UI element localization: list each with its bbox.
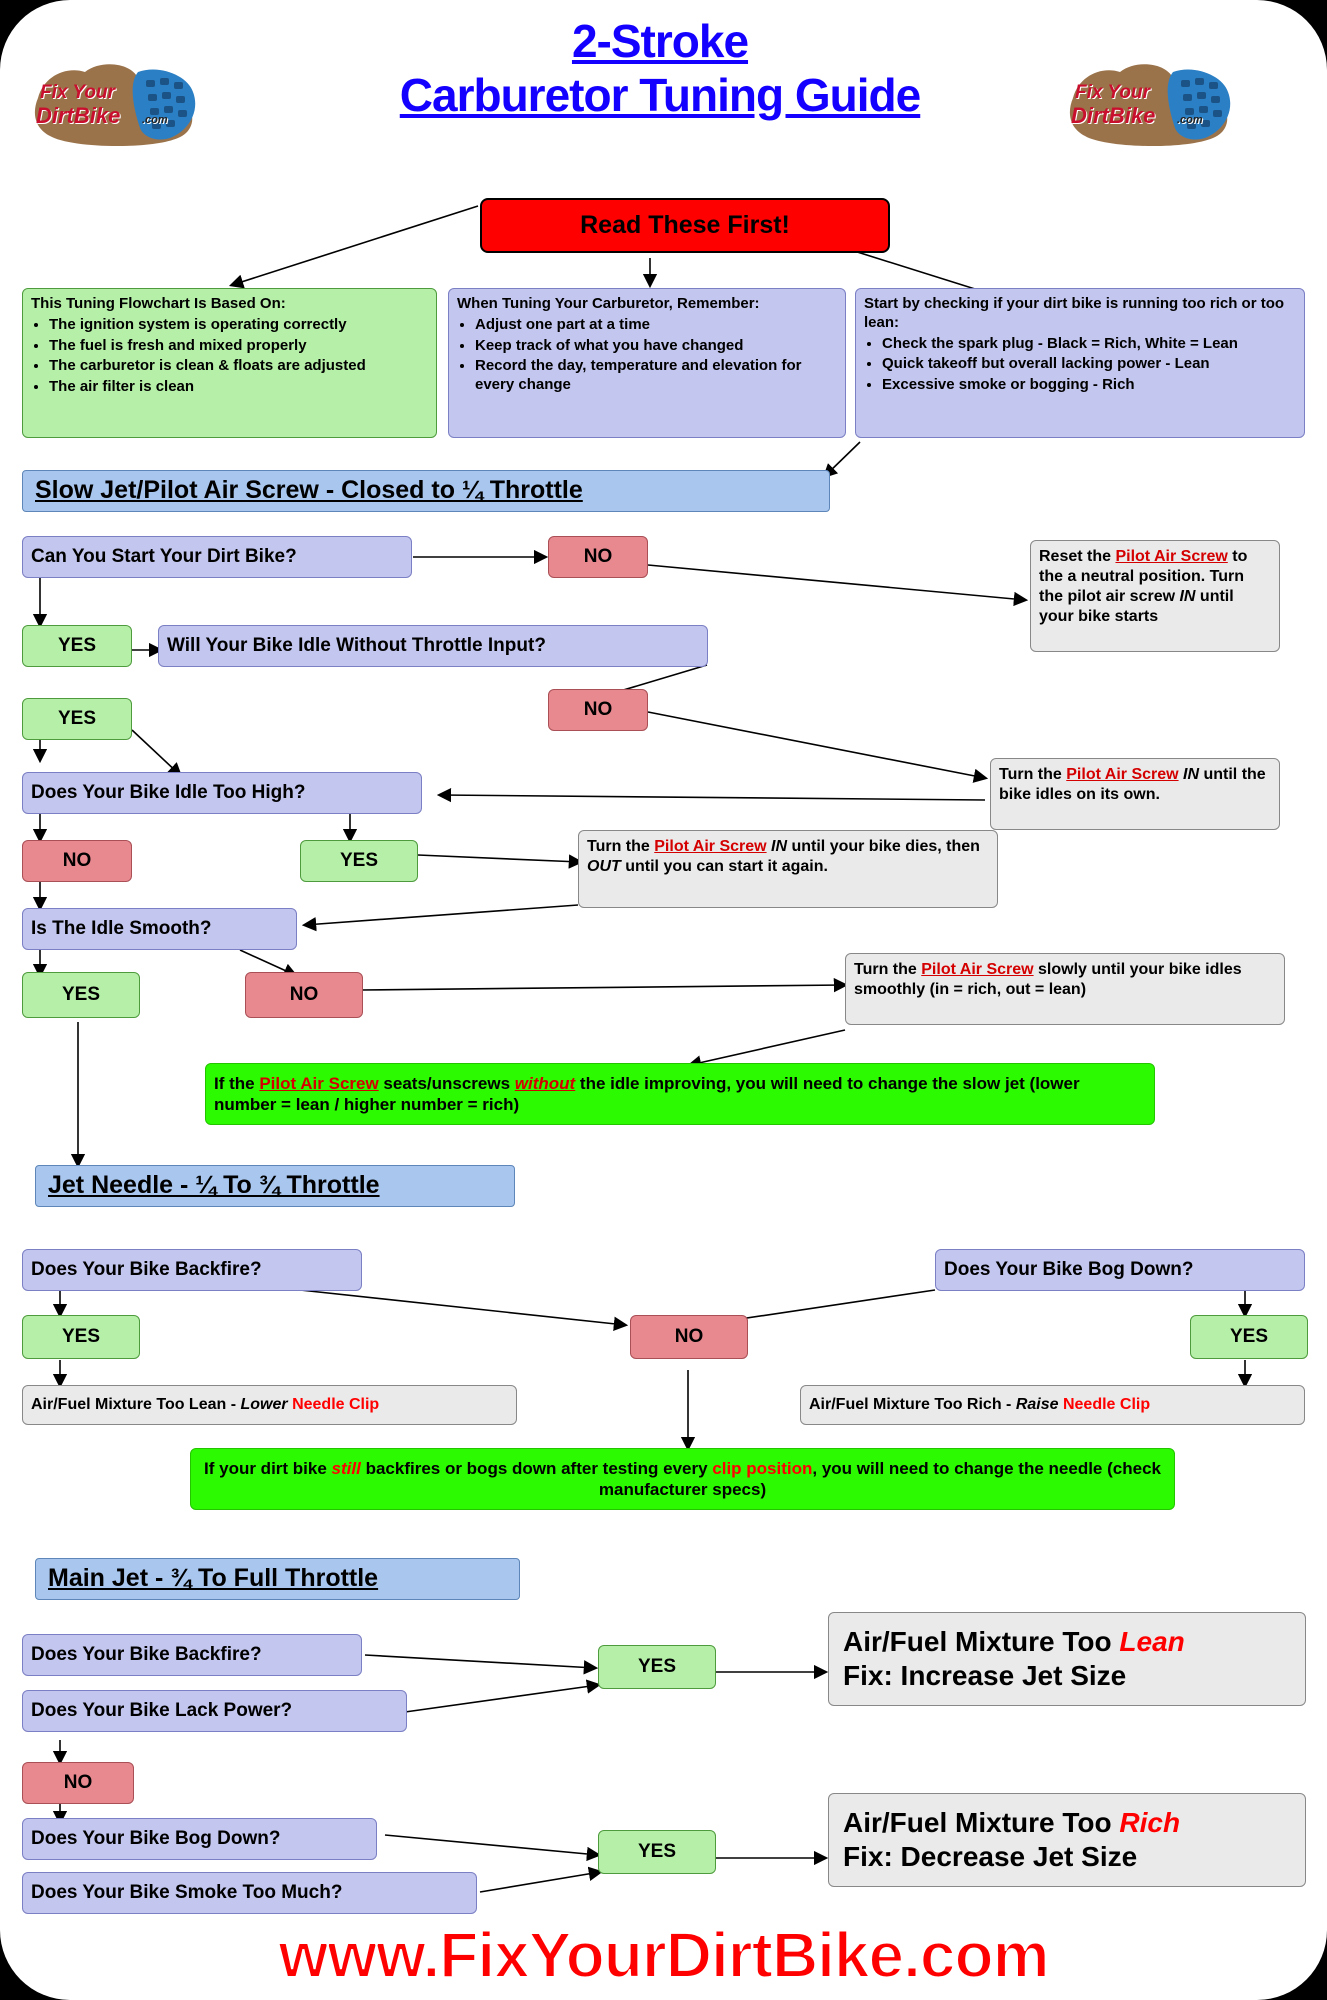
- intro-box-remember: [448, 288, 846, 438]
- question-main-lack-power: Does Your Bike Lack Power?: [22, 1690, 407, 1732]
- advice-text-pre: Turn the: [854, 961, 922, 978]
- answer-yes-needle-left: YES: [22, 1315, 140, 1359]
- advice-text-emphasis: IN: [1183, 766, 1200, 783]
- logo-text-suffix: .com: [1177, 114, 1203, 126]
- question-idle-smooth: Is The Idle Smooth?: [22, 908, 297, 950]
- pilot-air-screw-link[interactable]: Pilot Air Screw: [1066, 766, 1179, 783]
- answer-yes-3: YES: [300, 840, 418, 882]
- result-text-emphasis: Raise: [1015, 1396, 1059, 1413]
- answer-yes-2: YES: [22, 698, 132, 740]
- advice-text-post: until your bike starts: [1039, 588, 1234, 625]
- page-title: [330, 14, 990, 122]
- note-slow-jet: [205, 1063, 1155, 1125]
- logo-left: [30, 58, 205, 148]
- answer-yes-1: YES: [22, 625, 132, 667]
- list-item: • Adjust one part at a time: [475, 316, 837, 335]
- logo-text-line-1: Fix Your: [40, 82, 115, 103]
- advice-text-post: until you can start it again.: [620, 858, 828, 875]
- question-can-you-start: Can You Start Your Dirt Bike?: [22, 536, 412, 578]
- title-line-2: Carburetor Tuning Guide: [399, 69, 921, 121]
- note-text-mid: seats/unscrews: [378, 1073, 515, 1093]
- result-line1-pre: Air/Fuel Mixture Too: [843, 1807, 1120, 1839]
- title-line-1: 2-Stroke: [571, 15, 749, 67]
- advice-text-mid: to the a neutral position. Turn the pilot air screw: [1039, 548, 1248, 605]
- question-main-backfire: Does Your Bike Backfire?: [22, 1634, 362, 1676]
- logo-text-line-1: Fix Your: [1075, 82, 1150, 103]
- question-needle-backfire: Does Your Bike Backfire?: [22, 1249, 362, 1291]
- note-text-mid: backfires or bogs down after testing every: [360, 1458, 713, 1478]
- note-text-emphasis: still: [331, 1458, 361, 1478]
- advice-text-pre: Turn the: [999, 766, 1067, 783]
- note-text-pre: If your dirt bike: [204, 1458, 332, 1478]
- advice-in-until-dies: [578, 830, 998, 908]
- advice-text-pre: Reset the: [1039, 548, 1116, 565]
- result-line2: Fix: Decrease Jet Size: [843, 1841, 1138, 1872]
- list-item: • The fuel is fresh and mixed properly: [49, 337, 428, 356]
- note-text-red: clip position: [712, 1458, 813, 1478]
- list-item: • Record the day, temperature and elevation for every change: [475, 357, 837, 395]
- advice-text-emphasis-out: OUT: [587, 858, 621, 875]
- read-these-first-button[interactable]: Read These First!: [480, 198, 890, 253]
- note-text-emphasis: without: [514, 1073, 576, 1093]
- pilot-air-screw-link[interactable]: Pilot Air Screw: [921, 961, 1034, 978]
- section-header-jet-needle: Jet Needle - ¼ To ¾ Throttle: [35, 1165, 515, 1207]
- result-text-red: Needle Clip: [1058, 1396, 1151, 1413]
- result-needle-lean: [22, 1385, 517, 1425]
- list-item: • Keep track of what you have changed: [475, 337, 837, 356]
- question-idle-without-throttle: Will Your Bike Idle Without Throttle Input?: [158, 625, 708, 667]
- intro-list-3: [864, 335, 1296, 395]
- result-needle-rich: [800, 1385, 1305, 1425]
- answer-no-main: NO: [22, 1762, 134, 1804]
- logo-text-suffix: .com: [142, 114, 168, 126]
- answer-yes-main-bottom: YES: [598, 1830, 716, 1874]
- result-line1-emphasis: Lean: [1119, 1626, 1185, 1658]
- intro-heading-1: This Tuning Flowchart Is Based On:: [31, 295, 286, 312]
- answer-no-2: NO: [548, 689, 648, 731]
- question-idle-too-high: Does Your Bike Idle Too High?: [22, 772, 422, 814]
- answer-no-4: NO: [245, 972, 363, 1018]
- logo-right: [1065, 58, 1240, 148]
- intro-heading-3: Start by checking if your dirt bike is running too rich or too lean:: [864, 295, 1285, 331]
- logo-text-line-2: DirtBike: [1071, 103, 1156, 128]
- list-item: • Quick takeoff but overall lacking power - Lean: [882, 355, 1296, 374]
- answer-no-3: NO: [22, 840, 132, 882]
- result-text-emphasis: Lower: [240, 1396, 288, 1413]
- section-header-slow-jet: Slow Jet/Pilot Air Screw - Closed to ¼ Throttle: [22, 470, 830, 512]
- pilot-air-screw-link[interactable]: Pilot Air Screw: [654, 838, 767, 855]
- intro-list-1: [31, 316, 428, 397]
- advice-text-post: until the bike idles on its own.: [999, 766, 1266, 803]
- advice-idle-on-own: [990, 758, 1280, 830]
- answer-no-1: NO: [548, 536, 648, 578]
- advice-text-pre: Turn the: [587, 838, 655, 855]
- answer-yes-needle-right: YES: [1190, 1315, 1308, 1359]
- intro-list-2: [457, 316, 837, 395]
- result-line1-pre: Air/Fuel Mixture Too: [843, 1626, 1120, 1658]
- result-text-pre: Air/Fuel Mixture Too Rich -: [809, 1396, 1016, 1413]
- note-text-post: the idle improving, you will need to change the slow jet (lower number = lean / higher number = rich): [214, 1073, 1080, 1114]
- note-jet-needle: [190, 1448, 1175, 1510]
- list-item: • Check the spark plug - Black = Rich, White = Lean: [882, 335, 1296, 354]
- list-item: • The ignition system is operating correctly: [49, 316, 428, 335]
- advice-text-post: slowly until your bike idles smoothly (in = rich, out = lean): [854, 961, 1242, 998]
- footer-website[interactable]: www.FixYourDirtBike.com: [278, 1919, 1049, 1991]
- question-needle-bog: Does Your Bike Bog Down?: [935, 1249, 1305, 1291]
- advice-turn-slowly-smooth: [845, 953, 1285, 1025]
- intro-box-start: [855, 288, 1305, 438]
- answer-yes-4: YES: [22, 972, 140, 1018]
- answer-no-needle-center: NO: [630, 1315, 748, 1359]
- result-main-rich: [828, 1793, 1306, 1887]
- advice-reset-pilot-air-screw: [1030, 540, 1280, 652]
- advice-text-mid: until your bike dies, then: [787, 838, 980, 855]
- result-line2: Fix: Increase Jet Size: [843, 1660, 1127, 1691]
- question-main-bog: Does Your Bike Bog Down?: [22, 1818, 377, 1860]
- section-header-main-jet: Main Jet - ¾ To Full Throttle: [35, 1558, 520, 1600]
- note-text-post: , you will need to change the needle (check manufacturer specs): [598, 1458, 1161, 1499]
- result-text-pre: Air/Fuel Mixture Too Lean -: [31, 1396, 241, 1413]
- result-line1-emphasis: Rich: [1119, 1807, 1181, 1839]
- pilot-air-screw-link[interactable]: Pilot Air Screw: [1115, 548, 1228, 565]
- advice-text-emphasis-in: IN: [771, 838, 788, 855]
- intro-box-basis: [22, 288, 437, 438]
- result-main-lean: [828, 1612, 1306, 1706]
- advice-text-emphasis: IN: [1179, 588, 1196, 605]
- list-item: • The air filter is clean: [49, 378, 428, 397]
- logo-text-line-2: DirtBike: [36, 103, 121, 128]
- list-item: • Excessive smoke or bogging - Rich: [882, 376, 1296, 395]
- question-main-smoke: Does Your Bike Smoke Too Much?: [22, 1872, 477, 1914]
- answer-yes-main-top: YES: [598, 1645, 716, 1689]
- result-text-red: Needle Clip: [287, 1396, 380, 1413]
- pilot-air-screw-link[interactable]: Pilot Air Screw: [259, 1073, 379, 1093]
- note-text-pre: If the: [214, 1073, 260, 1093]
- intro-heading-2: When Tuning Your Carburetor, Remember:: [457, 295, 760, 312]
- list-item: • The carburetor is clean & floats are adjusted: [49, 357, 428, 376]
